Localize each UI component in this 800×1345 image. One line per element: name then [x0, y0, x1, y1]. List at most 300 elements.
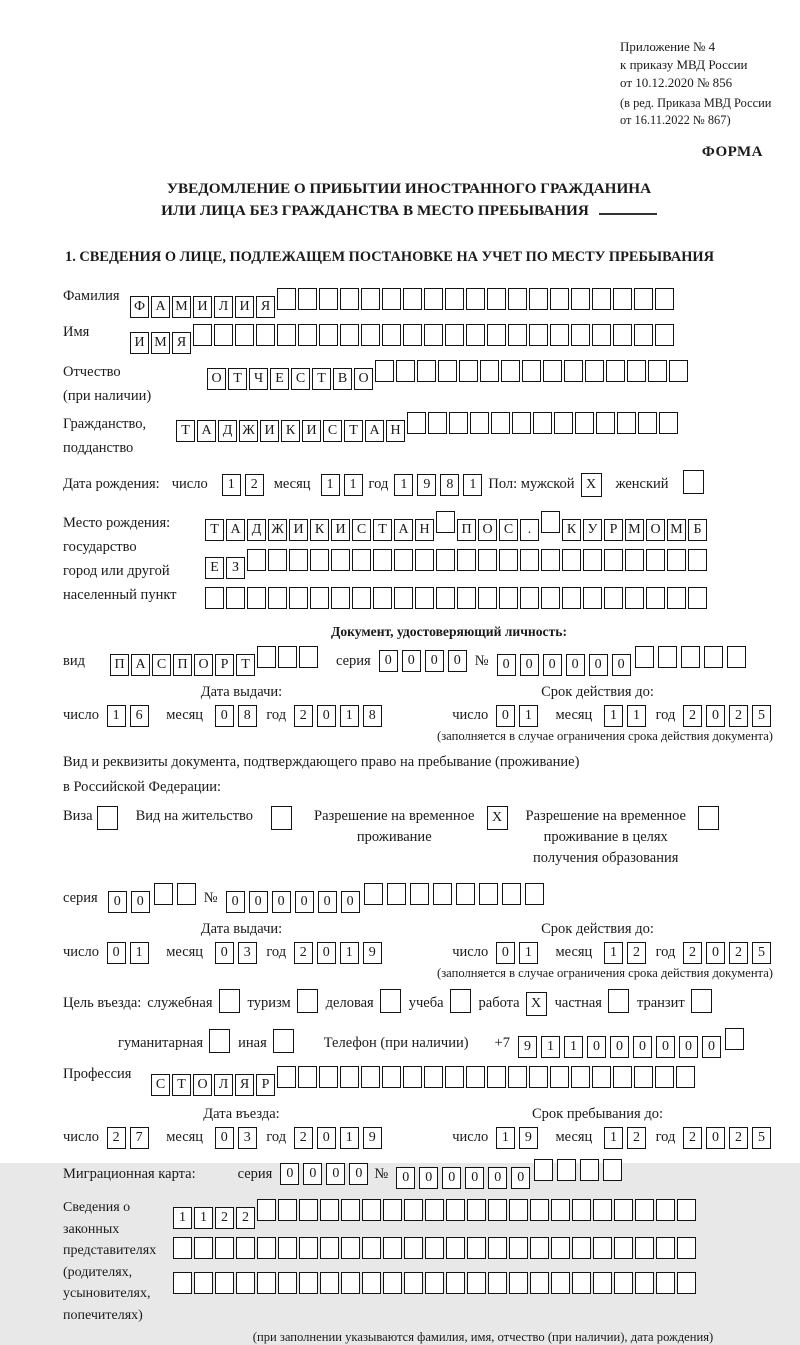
form-cell[interactable]: [551, 1237, 570, 1259]
form-cell[interactable]: 1: [604, 705, 623, 727]
form-cell[interactable]: [520, 549, 539, 571]
form-cell[interactable]: [341, 1199, 360, 1221]
form-cell[interactable]: [604, 587, 623, 609]
form-cell[interactable]: [382, 324, 401, 346]
form-cell[interactable]: [467, 1272, 486, 1294]
form-cell[interactable]: [459, 360, 478, 382]
form-cell[interactable]: 0: [496, 705, 515, 727]
form-cell[interactable]: 2: [294, 1127, 313, 1149]
form-cell[interactable]: 1: [496, 1127, 515, 1149]
form-cell[interactable]: [541, 511, 560, 533]
form-cell[interactable]: [725, 1028, 744, 1050]
form-cell[interactable]: [688, 587, 707, 609]
form-cell[interactable]: 1: [627, 705, 646, 727]
form-cell[interactable]: 0: [566, 654, 585, 676]
form-cell[interactable]: 0: [589, 654, 608, 676]
form-cell[interactable]: [550, 324, 569, 346]
form-cell[interactable]: [340, 324, 359, 346]
form-cell[interactable]: 1: [130, 942, 149, 964]
form-cell[interactable]: [571, 288, 590, 310]
form-cell[interactable]: [691, 989, 712, 1013]
form-cell[interactable]: Р: [256, 1074, 275, 1096]
form-cell[interactable]: [425, 1272, 444, 1294]
form-cell[interactable]: [635, 646, 654, 668]
form-cell[interactable]: [194, 1272, 213, 1294]
form-cell[interactable]: [236, 1272, 255, 1294]
form-cell[interactable]: [433, 883, 452, 905]
form-cell[interactable]: [425, 1237, 444, 1259]
form-cell[interactable]: 0: [317, 1127, 336, 1149]
form-cell[interactable]: [557, 1159, 576, 1181]
form-cell[interactable]: 1: [519, 942, 538, 964]
form-cell[interactable]: [593, 1272, 612, 1294]
form-cell[interactable]: Е: [205, 557, 224, 579]
form-cell[interactable]: [382, 288, 401, 310]
form-cell[interactable]: [487, 1066, 506, 1088]
form-cell[interactable]: 0: [215, 1127, 234, 1149]
form-cell[interactable]: 9: [417, 474, 436, 496]
form-cell[interactable]: Ж: [268, 519, 287, 541]
form-cell[interactable]: [634, 324, 653, 346]
form-cell[interactable]: В: [333, 368, 352, 390]
form-cell[interactable]: [457, 587, 476, 609]
form-cell[interactable]: И: [260, 420, 279, 442]
form-cell[interactable]: [646, 587, 665, 609]
form-cell[interactable]: [466, 1066, 485, 1088]
form-cell[interactable]: 9: [518, 1036, 537, 1058]
form-cell[interactable]: 0: [488, 1167, 507, 1189]
form-cell[interactable]: А: [131, 654, 150, 676]
form-cell[interactable]: 2: [245, 474, 264, 496]
form-cell[interactable]: Ч: [249, 368, 268, 390]
form-cell[interactable]: [648, 360, 667, 382]
form-cell[interactable]: [656, 1199, 675, 1221]
form-cell[interactable]: 5: [752, 1127, 771, 1149]
form-cell[interactable]: Я: [235, 1074, 254, 1096]
form-cell[interactable]: [488, 1237, 507, 1259]
form-cell[interactable]: Т: [228, 368, 247, 390]
form-cell[interactable]: [362, 1272, 381, 1294]
form-cell[interactable]: А: [394, 519, 413, 541]
form-cell[interactable]: 1: [394, 474, 413, 496]
form-cell[interactable]: [97, 806, 118, 830]
form-cell[interactable]: 2: [729, 942, 748, 964]
form-cell[interactable]: 0: [402, 650, 421, 672]
form-cell[interactable]: К: [281, 420, 300, 442]
form-cell[interactable]: [299, 1237, 318, 1259]
form-cell[interactable]: 2: [683, 942, 702, 964]
form-cell[interactable]: [424, 288, 443, 310]
form-cell[interactable]: 0: [349, 1163, 368, 1185]
form-cell[interactable]: [320, 1199, 339, 1221]
form-cell[interactable]: [436, 549, 455, 571]
form-cell[interactable]: [499, 587, 518, 609]
form-cell[interactable]: 0: [249, 891, 268, 913]
form-cell[interactable]: [499, 549, 518, 571]
form-cell[interactable]: [278, 1237, 297, 1259]
form-cell[interactable]: [298, 1066, 317, 1088]
form-cell[interactable]: 3: [238, 1127, 257, 1149]
form-cell[interactable]: Я: [256, 296, 275, 318]
form-cell[interactable]: 0: [448, 650, 467, 672]
form-cell[interactable]: [606, 360, 625, 382]
form-cell[interactable]: Я: [172, 332, 191, 354]
form-cell[interactable]: [466, 324, 485, 346]
form-cell[interactable]: [613, 324, 632, 346]
form-cell[interactable]: [669, 360, 688, 382]
form-cell[interactable]: [508, 1066, 527, 1088]
form-cell[interactable]: [226, 587, 245, 609]
form-cell[interactable]: [467, 1237, 486, 1259]
form-cell[interactable]: [236, 1237, 255, 1259]
form-cell[interactable]: С: [152, 654, 171, 676]
form-cell[interactable]: [417, 360, 436, 382]
form-cell[interactable]: [341, 1237, 360, 1259]
form-cell[interactable]: Т: [344, 420, 363, 442]
form-cell[interactable]: [394, 587, 413, 609]
form-cell[interactable]: [572, 1237, 591, 1259]
form-cell[interactable]: М: [667, 519, 686, 541]
form-cell[interactable]: [501, 360, 520, 382]
form-cell[interactable]: [508, 288, 527, 310]
form-cell[interactable]: 0: [511, 1167, 530, 1189]
form-cell[interactable]: [415, 587, 434, 609]
form-cell[interactable]: 0: [317, 705, 336, 727]
form-cell[interactable]: [659, 412, 678, 434]
form-cell[interactable]: [257, 646, 276, 668]
form-cell[interactable]: [277, 288, 296, 310]
form-cell[interactable]: 0: [396, 1167, 415, 1189]
form-cell[interactable]: [331, 549, 350, 571]
form-cell[interactable]: [487, 324, 506, 346]
form-cell[interactable]: С: [499, 519, 518, 541]
form-cell[interactable]: А: [197, 420, 216, 442]
form-cell[interactable]: [445, 324, 464, 346]
form-cell[interactable]: 2: [215, 1207, 234, 1229]
form-cell[interactable]: 2: [294, 942, 313, 964]
form-cell[interactable]: Т: [373, 519, 392, 541]
form-cell[interactable]: 0: [702, 1036, 721, 1058]
form-cell[interactable]: 0: [280, 1163, 299, 1185]
form-cell[interactable]: [449, 412, 468, 434]
form-cell[interactable]: [278, 1272, 297, 1294]
form-cell[interactable]: А: [365, 420, 384, 442]
form-cell[interactable]: 1: [222, 474, 241, 496]
form-cell[interactable]: С: [352, 519, 371, 541]
form-cell[interactable]: [522, 360, 541, 382]
form-cell[interactable]: [551, 1272, 570, 1294]
form-cell[interactable]: [533, 412, 552, 434]
form-cell[interactable]: [688, 549, 707, 571]
form-cell[interactable]: 0: [215, 705, 234, 727]
form-cell[interactable]: [551, 1199, 570, 1221]
form-cell[interactable]: [424, 1066, 443, 1088]
form-cell[interactable]: [677, 1272, 696, 1294]
form-cell[interactable]: [375, 360, 394, 382]
form-cell[interactable]: 8: [363, 705, 382, 727]
form-cell[interactable]: Т: [205, 519, 224, 541]
form-cell[interactable]: [614, 1272, 633, 1294]
form-cell[interactable]: [373, 549, 392, 571]
form-cell[interactable]: 0: [326, 1163, 345, 1185]
form-cell[interactable]: 0: [610, 1036, 629, 1058]
form-cell[interactable]: 2: [294, 705, 313, 727]
form-cell[interactable]: [575, 412, 594, 434]
form-cell[interactable]: 1: [564, 1036, 583, 1058]
form-cell[interactable]: [214, 324, 233, 346]
form-cell[interactable]: И: [193, 296, 212, 318]
form-cell[interactable]: [635, 1237, 654, 1259]
form-cell[interactable]: [383, 1272, 402, 1294]
form-cell[interactable]: 0: [633, 1036, 652, 1058]
form-cell[interactable]: [403, 324, 422, 346]
form-cell[interactable]: [572, 1272, 591, 1294]
form-cell[interactable]: [361, 1066, 380, 1088]
form-cell[interactable]: 9: [363, 1127, 382, 1149]
form-cell[interactable]: О: [478, 519, 497, 541]
form-cell[interactable]: [646, 549, 665, 571]
form-cell[interactable]: 0: [465, 1167, 484, 1189]
form-cell[interactable]: С: [291, 368, 310, 390]
form-cell[interactable]: [436, 587, 455, 609]
form-cell[interactable]: [219, 989, 240, 1013]
form-cell[interactable]: [655, 288, 674, 310]
form-cell[interactable]: 0: [379, 650, 398, 672]
form-cell[interactable]: [525, 883, 544, 905]
form-cell[interactable]: [193, 324, 212, 346]
form-cell[interactable]: [428, 412, 447, 434]
form-cell[interactable]: [364, 883, 383, 905]
form-cell[interactable]: [403, 288, 422, 310]
form-cell[interactable]: 0: [425, 650, 444, 672]
form-cell[interactable]: [299, 1272, 318, 1294]
form-cell[interactable]: [509, 1199, 528, 1221]
form-cell[interactable]: [340, 1066, 359, 1088]
form-cell[interactable]: [268, 587, 287, 609]
form-cell[interactable]: [446, 1199, 465, 1221]
form-cell[interactable]: 1: [344, 474, 363, 496]
form-cell[interactable]: М: [172, 296, 191, 318]
form-cell[interactable]: [194, 1237, 213, 1259]
form-cell[interactable]: Н: [386, 420, 405, 442]
form-cell[interactable]: [541, 587, 560, 609]
form-cell[interactable]: [508, 324, 527, 346]
form-cell[interactable]: [396, 360, 415, 382]
form-cell[interactable]: [529, 288, 548, 310]
form-cell[interactable]: [704, 646, 723, 668]
form-cell[interactable]: [478, 587, 497, 609]
form-cell[interactable]: [509, 1237, 528, 1259]
form-cell[interactable]: С: [323, 420, 342, 442]
form-cell[interactable]: 1: [604, 942, 623, 964]
form-cell[interactable]: Л: [214, 1074, 233, 1096]
form-cell[interactable]: [656, 1237, 675, 1259]
form-cell[interactable]: [681, 646, 700, 668]
form-cell[interactable]: [470, 412, 489, 434]
form-cell[interactable]: [319, 288, 338, 310]
form-cell[interactable]: [635, 1199, 654, 1221]
form-cell[interactable]: [247, 549, 266, 571]
form-cell[interactable]: [205, 587, 224, 609]
form-cell[interactable]: [394, 549, 413, 571]
form-cell[interactable]: [404, 1272, 423, 1294]
form-cell[interactable]: 1: [340, 705, 359, 727]
form-cell[interactable]: 2: [107, 1127, 126, 1149]
form-cell[interactable]: [277, 324, 296, 346]
form-cell[interactable]: 8: [440, 474, 459, 496]
form-cell[interactable]: [310, 549, 329, 571]
form-cell[interactable]: [446, 1237, 465, 1259]
form-cell[interactable]: [613, 288, 632, 310]
form-cell[interactable]: [530, 1237, 549, 1259]
form-cell[interactable]: [341, 1272, 360, 1294]
form-cell[interactable]: [209, 1029, 230, 1053]
form-cell[interactable]: 1: [340, 942, 359, 964]
form-cell[interactable]: 1: [604, 1127, 623, 1149]
form-cell[interactable]: [634, 288, 653, 310]
form-cell[interactable]: [277, 1066, 296, 1088]
form-cell[interactable]: [480, 360, 499, 382]
form-cell[interactable]: 0: [706, 1127, 725, 1149]
form-cell[interactable]: [297, 989, 318, 1013]
form-cell[interactable]: Д: [218, 420, 237, 442]
form-cell[interactable]: 1: [321, 474, 340, 496]
form-cell[interactable]: Н: [415, 519, 434, 541]
form-cell[interactable]: [320, 1272, 339, 1294]
form-cell[interactable]: 1: [541, 1036, 560, 1058]
form-cell[interactable]: И: [302, 420, 321, 442]
form-cell[interactable]: [257, 1272, 276, 1294]
form-cell[interactable]: 1: [340, 1127, 359, 1149]
form-cell[interactable]: [273, 1029, 294, 1053]
form-cell[interactable]: [488, 1199, 507, 1221]
form-cell[interactable]: [247, 587, 266, 609]
form-cell[interactable]: [580, 1159, 599, 1181]
form-cell[interactable]: 0: [107, 942, 126, 964]
form-cell[interactable]: [627, 360, 646, 382]
form-cell[interactable]: [596, 412, 615, 434]
form-cell[interactable]: С: [151, 1074, 170, 1096]
form-cell[interactable]: [361, 324, 380, 346]
form-cell[interactable]: [487, 288, 506, 310]
form-cell[interactable]: [509, 1272, 528, 1294]
form-cell[interactable]: 0: [543, 654, 562, 676]
form-cell[interactable]: Д: [247, 519, 266, 541]
form-cell[interactable]: 9: [519, 1127, 538, 1149]
form-cell[interactable]: [583, 587, 602, 609]
form-cell[interactable]: [608, 989, 629, 1013]
form-cell[interactable]: 2: [729, 705, 748, 727]
form-cell[interactable]: [154, 883, 173, 905]
form-cell[interactable]: [320, 1237, 339, 1259]
form-cell[interactable]: 6: [130, 705, 149, 727]
form-cell[interactable]: 9: [363, 942, 382, 964]
form-cell[interactable]: [319, 324, 338, 346]
form-cell[interactable]: Ф: [130, 296, 149, 318]
form-cell[interactable]: [655, 324, 674, 346]
form-cell[interactable]: [457, 549, 476, 571]
form-cell[interactable]: 8: [238, 705, 257, 727]
form-cell[interactable]: 1: [194, 1207, 213, 1229]
form-cell[interactable]: [698, 806, 719, 830]
form-cell[interactable]: [352, 587, 371, 609]
form-cell[interactable]: [667, 587, 686, 609]
form-cell[interactable]: [530, 1272, 549, 1294]
form-cell[interactable]: [289, 549, 308, 571]
form-cell[interactable]: 0: [706, 942, 725, 964]
form-cell[interactable]: 1: [107, 705, 126, 727]
form-cell[interactable]: 3: [238, 942, 257, 964]
form-cell[interactable]: [613, 1066, 632, 1088]
form-cell[interactable]: О: [354, 368, 373, 390]
form-cell[interactable]: П: [457, 519, 476, 541]
form-cell[interactable]: И: [289, 519, 308, 541]
form-cell[interactable]: [445, 1066, 464, 1088]
form-cell[interactable]: [635, 1272, 654, 1294]
form-cell[interactable]: [614, 1199, 633, 1221]
form-cell[interactable]: Р: [604, 519, 623, 541]
form-cell[interactable]: 0: [706, 705, 725, 727]
form-cell[interactable]: [383, 1237, 402, 1259]
form-cell[interactable]: П: [173, 654, 192, 676]
form-cell[interactable]: [534, 1159, 553, 1181]
form-cell[interactable]: [529, 1066, 548, 1088]
form-cell[interactable]: [676, 1066, 695, 1088]
form-cell[interactable]: 2: [683, 1127, 702, 1149]
form-cell[interactable]: [625, 587, 644, 609]
form-cell[interactable]: [529, 324, 548, 346]
form-cell[interactable]: М: [625, 519, 644, 541]
form-cell[interactable]: [257, 1237, 276, 1259]
form-cell[interactable]: 0: [318, 891, 337, 913]
form-cell[interactable]: [299, 646, 318, 668]
form-cell[interactable]: 0: [612, 654, 631, 676]
form-cell[interactable]: 2: [627, 1127, 646, 1149]
form-cell[interactable]: [541, 549, 560, 571]
form-cell[interactable]: [352, 549, 371, 571]
form-cell[interactable]: 0: [215, 942, 234, 964]
form-cell[interactable]: [436, 511, 455, 533]
form-cell[interactable]: [278, 646, 297, 668]
form-cell[interactable]: [478, 549, 497, 571]
form-cell[interactable]: [593, 1199, 612, 1221]
form-cell[interactable]: [387, 883, 406, 905]
form-cell[interactable]: [383, 1199, 402, 1221]
form-cell[interactable]: [289, 587, 308, 609]
form-cell[interactable]: П: [110, 654, 129, 676]
form-cell[interactable]: 0: [317, 942, 336, 964]
form-cell[interactable]: [638, 412, 657, 434]
form-cell[interactable]: [571, 324, 590, 346]
form-cell[interactable]: [278, 1199, 297, 1221]
form-cell[interactable]: Б: [688, 519, 707, 541]
form-cell[interactable]: [215, 1272, 234, 1294]
form-cell[interactable]: 0: [419, 1167, 438, 1189]
form-cell[interactable]: О: [194, 654, 213, 676]
form-cell[interactable]: [488, 1272, 507, 1294]
form-cell[interactable]: 7: [130, 1127, 149, 1149]
form-cell[interactable]: О: [207, 368, 226, 390]
form-cell[interactable]: [268, 549, 287, 571]
form-cell[interactable]: [410, 883, 429, 905]
form-cell[interactable]: [592, 324, 611, 346]
form-cell[interactable]: [562, 549, 581, 571]
form-cell[interactable]: [617, 412, 636, 434]
form-cell[interactable]: Е: [270, 368, 289, 390]
form-cell[interactable]: О: [646, 519, 665, 541]
form-cell[interactable]: 2: [236, 1207, 255, 1229]
form-cell[interactable]: [235, 324, 254, 346]
